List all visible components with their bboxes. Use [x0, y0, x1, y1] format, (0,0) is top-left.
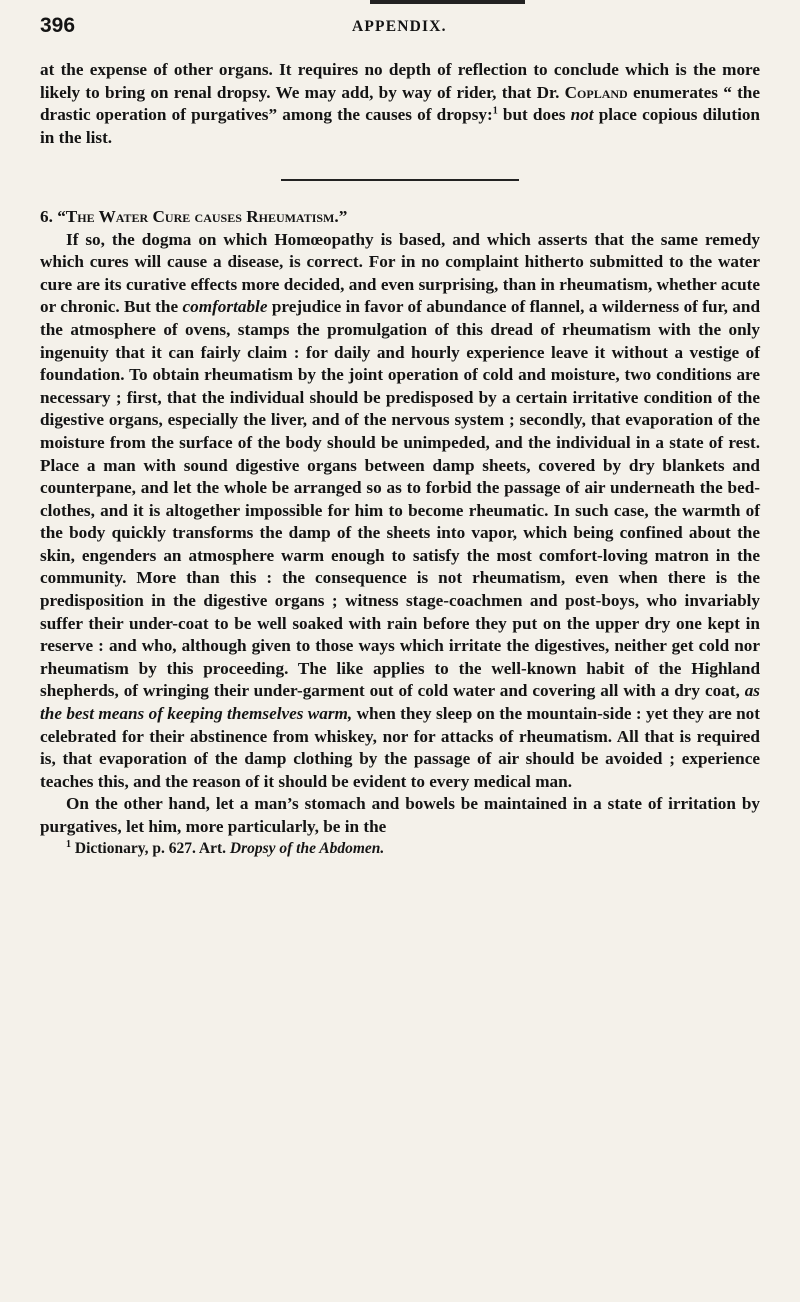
footnote-mark: 1 — [66, 838, 71, 850]
emphasis: not — [570, 105, 594, 125]
emphasis: as the best means of keeping themselves warm, — [40, 681, 760, 724]
paragraph-rheumatism — [40, 229, 760, 794]
page-header — [40, 14, 760, 40]
footnote-title: Dropsy of the Abdomen. — [229, 839, 385, 857]
text-run: when they sleep on the mountain-side : yet they are not celebrated for their abstinence from whiskey, nor for attacks of rheumatism. All that is required is, that evaporation of the damp clothing by the passage of air should be avoided ; experience teaches this, and the reason of it should be evident to every medical man. — [40, 704, 760, 791]
paragraph-continued — [40, 59, 760, 149]
section-heading — [40, 206, 760, 229]
running-title: APPENDIX. — [352, 18, 447, 35]
section-close-quote: ” — [338, 206, 348, 226]
text-run: prejudice in favor of abundance of flannel, a wilderness of fur, and the atmosphere of ovens, stamps the promulgation of this dread of rheumatism with the only ingenuity that it can fairly claim : for daily and hourly experience leave it without a vestige of foundation. To obtain rheumatism by the joint operation of cold and moisture, two conditions are necessary ; first, that the individual should be predisposed by a certain irritative condition of the digestive organs, especially the liver, and of the nervous system ; secondly, that evaporation of the moisture from the surface of the body should be unimpeded, and the individual in a state of rest. Place a man with sound digestive organs between damp sheets, covered by dry blankets and counterpane, and let the whole be arranged so as to forbid the passage of air underneath the bed-clothes, and it is altogether impossible for him to become rheumatic. In such case, the warmth of the body quickly transforms the damp of the sheets into vapor, which being confined about the skin, engenders an atmosphere warm enough to satisfy the most comfort-loving matron in the community. More than this : the consequence is not rheumatism, even when there is the predisposition in the digestive organs ; witness stage-coachmen and post-boys, who invariably suffer their under-coat to be well soaked with rain before they put on the upper dry one kept in reserve : and who, although given to those ways which irritate the digestives, neither get cold nor rheumatism by this proceeding. The like applies to the well-known habit of the Highland shepherds, of wringing their under-garment out of cold water and covering all with a dry coat, — [40, 297, 760, 701]
text-run: If so, the dogma on which Homœopathy is based, and which asserts that the same remedy which cures will cause a disease, is correct. For in no complaint hitherto submitted to the water cure are its curative effects more decided, and even surprising, than in rheumatism, whether acute or chronic. But the — [40, 229, 760, 317]
top-edge-mark — [370, 0, 525, 4]
emphasis: comfortable — [182, 297, 268, 317]
author-name-smallcaps: Copland — [564, 82, 628, 102]
footnote — [40, 839, 760, 859]
page-number: 396 — [40, 14, 76, 37]
section-number: 6. “ — [40, 206, 66, 226]
text-run: at the expense of other organs. It requires no depth of reflection to conclude which is the more likely to bring on renal dropsy. We may add, by way of rider, that Dr. — [40, 60, 760, 102]
section-divider — [281, 179, 519, 181]
paragraph-purgatives: On the other hand, let a man’s stomach and bowels be maintained in a state of irritation by purgatives, let him, more particularly, be in the — [40, 794, 760, 836]
page-body — [40, 59, 760, 859]
text-run: place copious dilution in the list. — [40, 105, 760, 147]
footnote-text: Dictionary, p. 627. Art. — [71, 839, 230, 857]
footnote-reference: 1 — [492, 105, 498, 117]
section-title: The Water Cure causes Rheumatism. — [65, 206, 339, 226]
text-run: enumerates “ the drastic operation of purgatives” among the causes of dropsy: — [40, 82, 760, 125]
text-run: but does — [497, 105, 571, 125]
